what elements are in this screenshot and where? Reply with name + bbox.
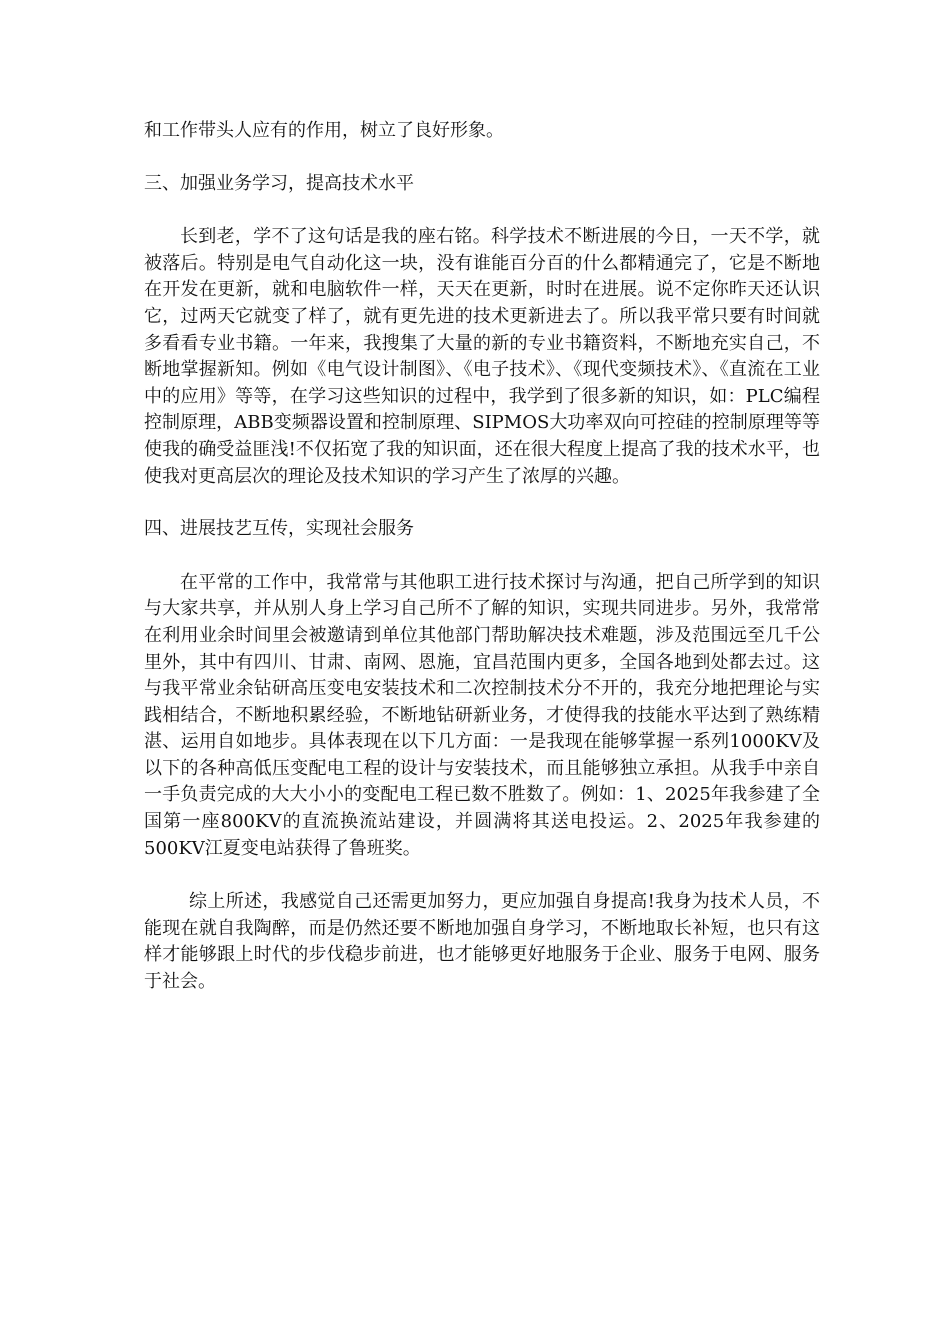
section-heading-3: 三、加强业务学习，提高技术水平 [144, 172, 414, 194]
paragraph-section-4: 在平常的工作中，我常常与其他职工进行技术探讨与沟通，把自己所学到的知识与大家共享，并从别人身上学习自己所不了解的知识，实现共同进步。另外，我常常在利用业余时间里会被邀请到单位其他部门帮助解决技术难题，涉及范围远至几千公里外，其中有四川、甘肃、南网、恩施，宜昌范围内更多，全国各地到处都去过。这与我平常业余钻研高压变电安装技术和二次控制技术分不开的，我充分地把理论与实践相结合，不断地积累经验，不断地钻研新业务，才使得我的技能水平达到了熟练精湛、运用自如地步。具体表现在以下几方面：一是我现在能够掌握一系列1000KV及以下的各种高低压变配电工程的设计与安装技术，而且能够独立承担。从我手中亲自一手负责完成的大大小小的变配电工程已数不胜数了。例如：1、2025年我参建了全国第一座800KV的直流换流站建设，并圆满将其送电投运。2、2025年我参建的500KV江夏变电站获得了鲁班奖。 [144, 571, 820, 859]
document-body [144, 118, 820, 996]
paragraph-section-3: 长到老，学不了这句话是我的座右铭。科学技术不断进展的今日，一天不学，就被落后。特别是电气自动化这一块，没有谁能百分百的什么都精通完了，它是不断地在开发在更新，就和电脑软件一样，天天在更新，时时在进展。说不定你昨天还认识它，过两天它就变了样了，就有更先进的技术更新进去了。所以我平常只要有时间就多看看专业书籍。一年来，我搜集了大量的新的专业书籍资料，不断地充实自己，不断地掌握新知。例如《电气设计制图》、《电子技术》、《现代变频技术》、《直流在工业中的应用》等等，在学习这些知识的过程中，我学到了很多新的知识，如：PLC编程控制原理，ABB变频器设置和控制原理、SIPMOS大功率双向可控硅的控制原理等等使我的确受益匪浅!不仅拓宽了我的知识面，还在很大程度上提高了我的技术水平，也使我对更高层次的理论及技术知识的学习产生了浓厚的兴趣。 [144, 226, 820, 487]
paragraph-conclusion: 综上所述，我感觉自己还需更加努力，更应加强自身提高!我身为技术人员，不能现在就自我陶醉，而是仍然还要不断地加强自身学习，不断地取长补短，也只有这样才能够跟上时代的步伐稳步前进，也才能够更好地服务于企业、服务于电网、服务于社会。 [144, 891, 820, 993]
section-heading-4: 四、进展技艺互传，实现社会服务 [144, 518, 414, 540]
paragraph-intro-tail: 和工作带头人应有的作用，树立了良好形象。 [144, 120, 504, 141]
